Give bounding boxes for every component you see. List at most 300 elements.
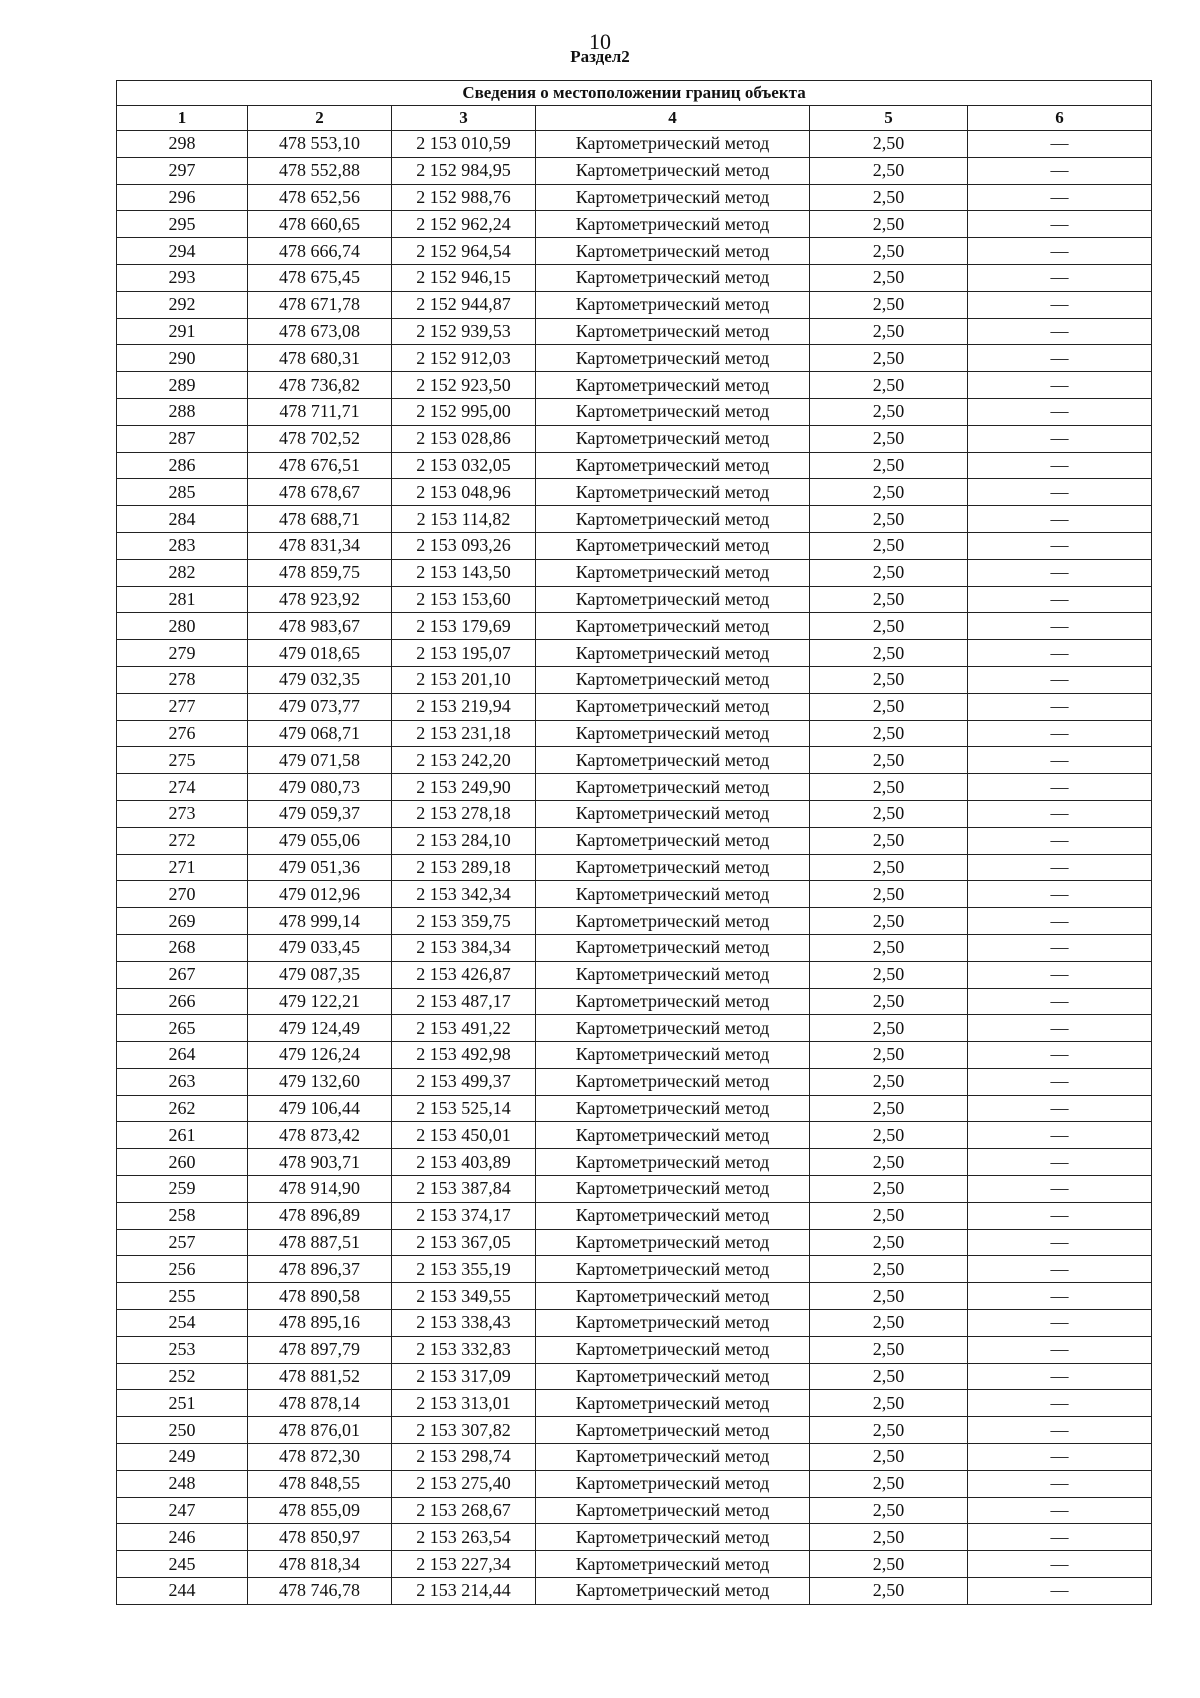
accuracy-cell: 2,50	[810, 747, 968, 774]
y-coordinate-cell: 2 153 268,67	[392, 1497, 536, 1524]
method-cell: Картометрический метод	[536, 318, 810, 345]
point-number-cell: 283	[117, 532, 248, 559]
description-cell: —	[968, 425, 1152, 452]
description-cell: —	[968, 1444, 1152, 1471]
boundary-coordinates-table	[116, 80, 1152, 1605]
accuracy-cell: 2,50	[810, 398, 968, 425]
table-row	[117, 881, 1152, 908]
accuracy-cell: 2,50	[810, 1122, 968, 1149]
x-coordinate-cell: 478 660,65	[248, 211, 392, 238]
point-number-cell: 289	[117, 372, 248, 399]
table-row	[117, 934, 1152, 961]
y-coordinate-cell: 2 153 374,17	[392, 1202, 536, 1229]
method-cell: Картометрический метод	[536, 131, 810, 158]
point-number-cell: 256	[117, 1256, 248, 1283]
method-cell: Картометрический метод	[536, 586, 810, 613]
description-cell: —	[968, 506, 1152, 533]
point-number-cell: 295	[117, 211, 248, 238]
method-cell: Картометрический метод	[536, 264, 810, 291]
x-coordinate-cell: 478 896,89	[248, 1202, 392, 1229]
method-cell: Картометрический метод	[536, 1149, 810, 1176]
table-row	[117, 345, 1152, 372]
y-coordinate-cell: 2 153 338,43	[392, 1310, 536, 1337]
column-number-6: 6	[968, 106, 1152, 131]
point-number-cell: 257	[117, 1229, 248, 1256]
y-coordinate-cell: 2 153 048,96	[392, 479, 536, 506]
accuracy-cell: 2,50	[810, 211, 968, 238]
method-cell: Картометрический метод	[536, 211, 810, 238]
y-coordinate-cell: 2 153 028,86	[392, 425, 536, 452]
x-coordinate-cell: 478 673,08	[248, 318, 392, 345]
y-coordinate-cell: 2 153 214,44	[392, 1578, 536, 1605]
point-number-cell: 291	[117, 318, 248, 345]
x-coordinate-cell: 478 736,82	[248, 372, 392, 399]
x-coordinate-cell: 478 896,37	[248, 1256, 392, 1283]
table-row	[117, 291, 1152, 318]
description-cell: —	[968, 157, 1152, 184]
x-coordinate-cell: 479 080,73	[248, 774, 392, 801]
table-row	[117, 1470, 1152, 1497]
description-cell: —	[968, 1390, 1152, 1417]
x-coordinate-cell: 478 746,78	[248, 1578, 392, 1605]
method-cell: Картометрический метод	[536, 238, 810, 265]
point-number-cell: 288	[117, 398, 248, 425]
method-cell: Картометрический метод	[536, 747, 810, 774]
table-row	[117, 184, 1152, 211]
description-cell: —	[968, 1470, 1152, 1497]
accuracy-cell: 2,50	[810, 1202, 968, 1229]
method-cell: Картометрический метод	[536, 774, 810, 801]
accuracy-cell: 2,50	[810, 1256, 968, 1283]
x-coordinate-cell: 478 872,30	[248, 1444, 392, 1471]
description-cell: —	[968, 479, 1152, 506]
x-coordinate-cell: 478 652,56	[248, 184, 392, 211]
x-coordinate-cell: 478 878,14	[248, 1390, 392, 1417]
accuracy-cell: 2,50	[810, 693, 968, 720]
method-cell: Картометрический метод	[536, 452, 810, 479]
description-cell: —	[968, 666, 1152, 693]
method-cell: Картометрический метод	[536, 1470, 810, 1497]
accuracy-cell: 2,50	[810, 1095, 968, 1122]
x-coordinate-cell: 479 087,35	[248, 961, 392, 988]
description-cell: —	[968, 1336, 1152, 1363]
x-coordinate-cell: 478 876,01	[248, 1417, 392, 1444]
y-coordinate-cell: 2 153 387,84	[392, 1176, 536, 1203]
method-cell: Картометрический метод	[536, 479, 810, 506]
method-cell: Картометрический метод	[536, 640, 810, 667]
y-coordinate-cell: 2 153 275,40	[392, 1470, 536, 1497]
method-cell: Картометрический метод	[536, 961, 810, 988]
y-coordinate-cell: 2 153 227,34	[392, 1551, 536, 1578]
y-coordinate-cell: 2 153 242,20	[392, 747, 536, 774]
accuracy-cell: 2,50	[810, 291, 968, 318]
point-number-cell: 298	[117, 131, 248, 158]
x-coordinate-cell: 479 033,45	[248, 934, 392, 961]
table-row	[117, 1524, 1152, 1551]
method-cell: Картометрический метод	[536, 908, 810, 935]
accuracy-cell: 2,50	[810, 1068, 968, 1095]
accuracy-cell: 2,50	[810, 157, 968, 184]
description-cell: —	[968, 1578, 1152, 1605]
accuracy-cell: 2,50	[810, 264, 968, 291]
table-row	[117, 1256, 1152, 1283]
y-coordinate-cell: 2 153 278,18	[392, 800, 536, 827]
accuracy-cell: 2,50	[810, 666, 968, 693]
x-coordinate-cell: 478 666,74	[248, 238, 392, 265]
description-cell: —	[968, 398, 1152, 425]
point-number-cell: 275	[117, 747, 248, 774]
y-coordinate-cell: 2 153 499,37	[392, 1068, 536, 1095]
x-coordinate-cell: 479 032,35	[248, 666, 392, 693]
point-number-cell: 259	[117, 1176, 248, 1203]
table-row	[117, 1015, 1152, 1042]
method-cell: Картометрический метод	[536, 1363, 810, 1390]
x-coordinate-cell: 478 671,78	[248, 291, 392, 318]
accuracy-cell: 2,50	[810, 345, 968, 372]
accuracy-cell: 2,50	[810, 881, 968, 908]
table-row	[117, 988, 1152, 1015]
method-cell: Картометрический метод	[536, 1336, 810, 1363]
accuracy-cell: 2,50	[810, 1176, 968, 1203]
method-cell: Картометрический метод	[536, 1444, 810, 1471]
description-cell: —	[968, 1363, 1152, 1390]
accuracy-cell: 2,50	[810, 1497, 968, 1524]
method-cell: Картометрический метод	[536, 1068, 810, 1095]
description-cell: —	[968, 1551, 1152, 1578]
point-number-cell: 246	[117, 1524, 248, 1551]
x-coordinate-cell: 479 059,37	[248, 800, 392, 827]
description-cell: —	[968, 693, 1152, 720]
y-coordinate-cell: 2 153 195,07	[392, 640, 536, 667]
method-cell: Картометрический метод	[536, 1176, 810, 1203]
y-coordinate-cell: 2 153 355,19	[392, 1256, 536, 1283]
y-coordinate-cell: 2 153 492,98	[392, 1042, 536, 1069]
table-row	[117, 613, 1152, 640]
accuracy-cell: 2,50	[810, 827, 968, 854]
description-cell: —	[968, 747, 1152, 774]
method-cell: Картометрический метод	[536, 613, 810, 640]
y-coordinate-cell: 2 152 995,00	[392, 398, 536, 425]
x-coordinate-cell: 479 051,36	[248, 854, 392, 881]
table-row	[117, 1229, 1152, 1256]
y-coordinate-cell: 2 152 962,24	[392, 211, 536, 238]
accuracy-cell: 2,50	[810, 479, 968, 506]
point-number-cell: 250	[117, 1417, 248, 1444]
method-cell: Картометрический метод	[536, 291, 810, 318]
accuracy-cell: 2,50	[810, 559, 968, 586]
x-coordinate-cell: 478 855,09	[248, 1497, 392, 1524]
table-row	[117, 1149, 1152, 1176]
y-coordinate-cell: 2 153 491,22	[392, 1015, 536, 1042]
x-coordinate-cell: 478 903,71	[248, 1149, 392, 1176]
point-number-cell: 269	[117, 908, 248, 935]
description-cell: —	[968, 372, 1152, 399]
x-coordinate-cell: 479 132,60	[248, 1068, 392, 1095]
accuracy-cell: 2,50	[810, 613, 968, 640]
accuracy-cell: 2,50	[810, 1578, 968, 1605]
y-coordinate-cell: 2 153 384,34	[392, 934, 536, 961]
x-coordinate-cell: 478 676,51	[248, 452, 392, 479]
description-cell: —	[968, 774, 1152, 801]
point-number-cell: 252	[117, 1363, 248, 1390]
point-number-cell: 290	[117, 345, 248, 372]
table-row	[117, 1202, 1152, 1229]
table-row	[117, 372, 1152, 399]
description-cell: —	[968, 318, 1152, 345]
description-cell: —	[968, 1417, 1152, 1444]
point-number-cell: 271	[117, 854, 248, 881]
accuracy-cell: 2,50	[810, 640, 968, 667]
y-coordinate-cell: 2 152 984,95	[392, 157, 536, 184]
method-cell: Картометрический метод	[536, 693, 810, 720]
method-cell: Картометрический метод	[536, 881, 810, 908]
y-coordinate-cell: 2 153 114,82	[392, 506, 536, 533]
accuracy-cell: 2,50	[810, 452, 968, 479]
x-coordinate-cell: 478 688,71	[248, 506, 392, 533]
table-row	[117, 1551, 1152, 1578]
accuracy-cell: 2,50	[810, 1417, 968, 1444]
x-coordinate-cell: 478 711,71	[248, 398, 392, 425]
point-number-cell: 273	[117, 800, 248, 827]
x-coordinate-cell: 478 999,14	[248, 908, 392, 935]
accuracy-cell: 2,50	[810, 1551, 968, 1578]
method-cell: Картометрический метод	[536, 398, 810, 425]
x-coordinate-cell: 478 678,67	[248, 479, 392, 506]
y-coordinate-cell: 2 153 179,69	[392, 613, 536, 640]
point-number-cell: 272	[117, 827, 248, 854]
table-row	[117, 479, 1152, 506]
description-cell: —	[968, 1122, 1152, 1149]
method-cell: Картометрический метод	[536, 934, 810, 961]
description-cell: —	[968, 961, 1152, 988]
column-number-1: 1	[117, 106, 248, 131]
accuracy-cell: 2,50	[810, 1336, 968, 1363]
point-number-cell: 265	[117, 1015, 248, 1042]
description-cell: —	[968, 1497, 1152, 1524]
method-cell: Картометрический метод	[536, 1497, 810, 1524]
point-number-cell: 247	[117, 1497, 248, 1524]
table-row	[117, 693, 1152, 720]
description-cell: —	[968, 1095, 1152, 1122]
point-number-cell: 293	[117, 264, 248, 291]
point-number-cell: 264	[117, 1042, 248, 1069]
y-coordinate-cell: 2 153 367,05	[392, 1229, 536, 1256]
table-row	[117, 666, 1152, 693]
table-row	[117, 586, 1152, 613]
point-number-cell: 258	[117, 1202, 248, 1229]
table-row	[117, 1310, 1152, 1337]
x-coordinate-cell: 479 124,49	[248, 1015, 392, 1042]
method-cell: Картометрический метод	[536, 1310, 810, 1337]
point-number-cell: 263	[117, 1068, 248, 1095]
point-number-cell: 278	[117, 666, 248, 693]
method-cell: Картометрический метод	[536, 1551, 810, 1578]
description-cell: —	[968, 827, 1152, 854]
description-cell: —	[968, 800, 1152, 827]
description-cell: —	[968, 452, 1152, 479]
description-cell: —	[968, 1283, 1152, 1310]
table-row	[117, 452, 1152, 479]
method-cell: Картометрический метод	[536, 827, 810, 854]
y-coordinate-cell: 2 153 284,10	[392, 827, 536, 854]
table-row	[117, 1283, 1152, 1310]
x-coordinate-cell: 478 850,97	[248, 1524, 392, 1551]
method-cell: Картометрический метод	[536, 720, 810, 747]
table-row	[117, 318, 1152, 345]
method-cell: Картометрический метод	[536, 157, 810, 184]
y-coordinate-cell: 2 153 249,90	[392, 774, 536, 801]
y-coordinate-cell: 2 152 939,53	[392, 318, 536, 345]
y-coordinate-cell: 2 152 923,50	[392, 372, 536, 399]
table-row	[117, 640, 1152, 667]
table-row	[117, 506, 1152, 533]
accuracy-cell: 2,50	[810, 908, 968, 935]
y-coordinate-cell: 2 153 153,60	[392, 586, 536, 613]
description-cell: —	[968, 1015, 1152, 1042]
accuracy-cell: 2,50	[810, 1015, 968, 1042]
x-coordinate-cell: 479 122,21	[248, 988, 392, 1015]
point-number-cell: 276	[117, 720, 248, 747]
accuracy-cell: 2,50	[810, 1524, 968, 1551]
column-number-4: 4	[536, 106, 810, 131]
point-number-cell: 244	[117, 1578, 248, 1605]
table-row	[117, 1390, 1152, 1417]
accuracy-cell: 2,50	[810, 372, 968, 399]
y-coordinate-cell: 2 153 032,05	[392, 452, 536, 479]
accuracy-cell: 2,50	[810, 1283, 968, 1310]
y-coordinate-cell: 2 153 313,01	[392, 1390, 536, 1417]
table-row	[117, 1042, 1152, 1069]
x-coordinate-cell: 478 818,34	[248, 1551, 392, 1578]
y-coordinate-cell: 2 153 219,94	[392, 693, 536, 720]
description-cell: —	[968, 586, 1152, 613]
y-coordinate-cell: 2 153 231,18	[392, 720, 536, 747]
description-cell: —	[968, 1524, 1152, 1551]
x-coordinate-cell: 478 702,52	[248, 425, 392, 452]
accuracy-cell: 2,50	[810, 1149, 968, 1176]
table-row	[117, 1578, 1152, 1605]
method-cell: Картометрический метод	[536, 854, 810, 881]
x-coordinate-cell: 478 887,51	[248, 1229, 392, 1256]
description-cell: —	[968, 1176, 1152, 1203]
y-coordinate-cell: 2 153 403,89	[392, 1149, 536, 1176]
y-coordinate-cell: 2 153 201,10	[392, 666, 536, 693]
table-row	[117, 854, 1152, 881]
description-cell: —	[968, 720, 1152, 747]
table-row	[117, 1497, 1152, 1524]
table-row	[117, 398, 1152, 425]
y-coordinate-cell: 2 153 093,26	[392, 532, 536, 559]
table-row	[117, 1122, 1152, 1149]
description-cell: —	[968, 1310, 1152, 1337]
description-cell: —	[968, 291, 1152, 318]
table-row	[117, 1336, 1152, 1363]
table-row	[117, 774, 1152, 801]
description-cell: —	[968, 908, 1152, 935]
table-row	[117, 211, 1152, 238]
method-cell: Картометрический метод	[536, 1417, 810, 1444]
method-cell: Картометрический метод	[536, 1578, 810, 1605]
table-row	[117, 559, 1152, 586]
accuracy-cell: 2,50	[810, 961, 968, 988]
accuracy-cell: 2,50	[810, 131, 968, 158]
page-number: 10	[589, 29, 611, 54]
method-cell: Картометрический метод	[536, 1256, 810, 1283]
method-cell: Картометрический метод	[536, 1202, 810, 1229]
column-number-5: 5	[810, 106, 968, 131]
y-coordinate-cell: 2 153 010,59	[392, 131, 536, 158]
y-coordinate-cell: 2 152 912,03	[392, 345, 536, 372]
description-cell: —	[968, 934, 1152, 961]
method-cell: Картометрический метод	[536, 184, 810, 211]
point-number-cell: 274	[117, 774, 248, 801]
table-row	[117, 827, 1152, 854]
point-number-cell: 268	[117, 934, 248, 961]
description-cell: —	[968, 345, 1152, 372]
point-number-cell: 279	[117, 640, 248, 667]
table-row	[117, 532, 1152, 559]
table-row	[117, 264, 1152, 291]
y-coordinate-cell: 2 153 525,14	[392, 1095, 536, 1122]
accuracy-cell: 2,50	[810, 586, 968, 613]
accuracy-cell: 2,50	[810, 800, 968, 827]
table-row	[117, 720, 1152, 747]
point-number-cell: 296	[117, 184, 248, 211]
method-cell: Картометрический метод	[536, 425, 810, 452]
method-cell: Картометрический метод	[536, 532, 810, 559]
point-number-cell: 262	[117, 1095, 248, 1122]
description-cell: —	[968, 1202, 1152, 1229]
description-cell: —	[968, 264, 1152, 291]
y-coordinate-cell: 2 153 289,18	[392, 854, 536, 881]
description-cell: —	[968, 532, 1152, 559]
method-cell: Картометрический метод	[536, 1390, 810, 1417]
accuracy-cell: 2,50	[810, 1363, 968, 1390]
point-number-cell: 287	[117, 425, 248, 452]
method-cell: Картометрический метод	[536, 800, 810, 827]
accuracy-cell: 2,50	[810, 934, 968, 961]
x-coordinate-cell: 479 126,24	[248, 1042, 392, 1069]
description-cell: —	[968, 1149, 1152, 1176]
table-row	[117, 1095, 1152, 1122]
y-coordinate-cell: 2 152 946,15	[392, 264, 536, 291]
accuracy-cell: 2,50	[810, 774, 968, 801]
x-coordinate-cell: 478 552,88	[248, 157, 392, 184]
method-cell: Картометрический метод	[536, 1283, 810, 1310]
method-cell: Картометрический метод	[536, 988, 810, 1015]
y-coordinate-cell: 2 153 317,09	[392, 1363, 536, 1390]
method-cell: Картометрический метод	[536, 506, 810, 533]
method-cell: Картометрический метод	[536, 1042, 810, 1069]
point-number-cell: 261	[117, 1122, 248, 1149]
column-number-row	[117, 106, 1152, 131]
point-number-cell: 282	[117, 559, 248, 586]
description-cell: —	[968, 613, 1152, 640]
x-coordinate-cell: 479 055,06	[248, 827, 392, 854]
description-cell: —	[968, 238, 1152, 265]
accuracy-cell: 2,50	[810, 1229, 968, 1256]
point-number-cell: 280	[117, 613, 248, 640]
point-number-cell: 297	[117, 157, 248, 184]
point-number-cell: 255	[117, 1283, 248, 1310]
x-coordinate-cell: 479 073,77	[248, 693, 392, 720]
point-number-cell: 281	[117, 586, 248, 613]
x-coordinate-cell: 478 873,42	[248, 1122, 392, 1149]
x-coordinate-cell: 478 859,75	[248, 559, 392, 586]
accuracy-cell: 2,50	[810, 988, 968, 1015]
accuracy-cell: 2,50	[810, 1042, 968, 1069]
method-cell: Картометрический метод	[536, 1122, 810, 1149]
